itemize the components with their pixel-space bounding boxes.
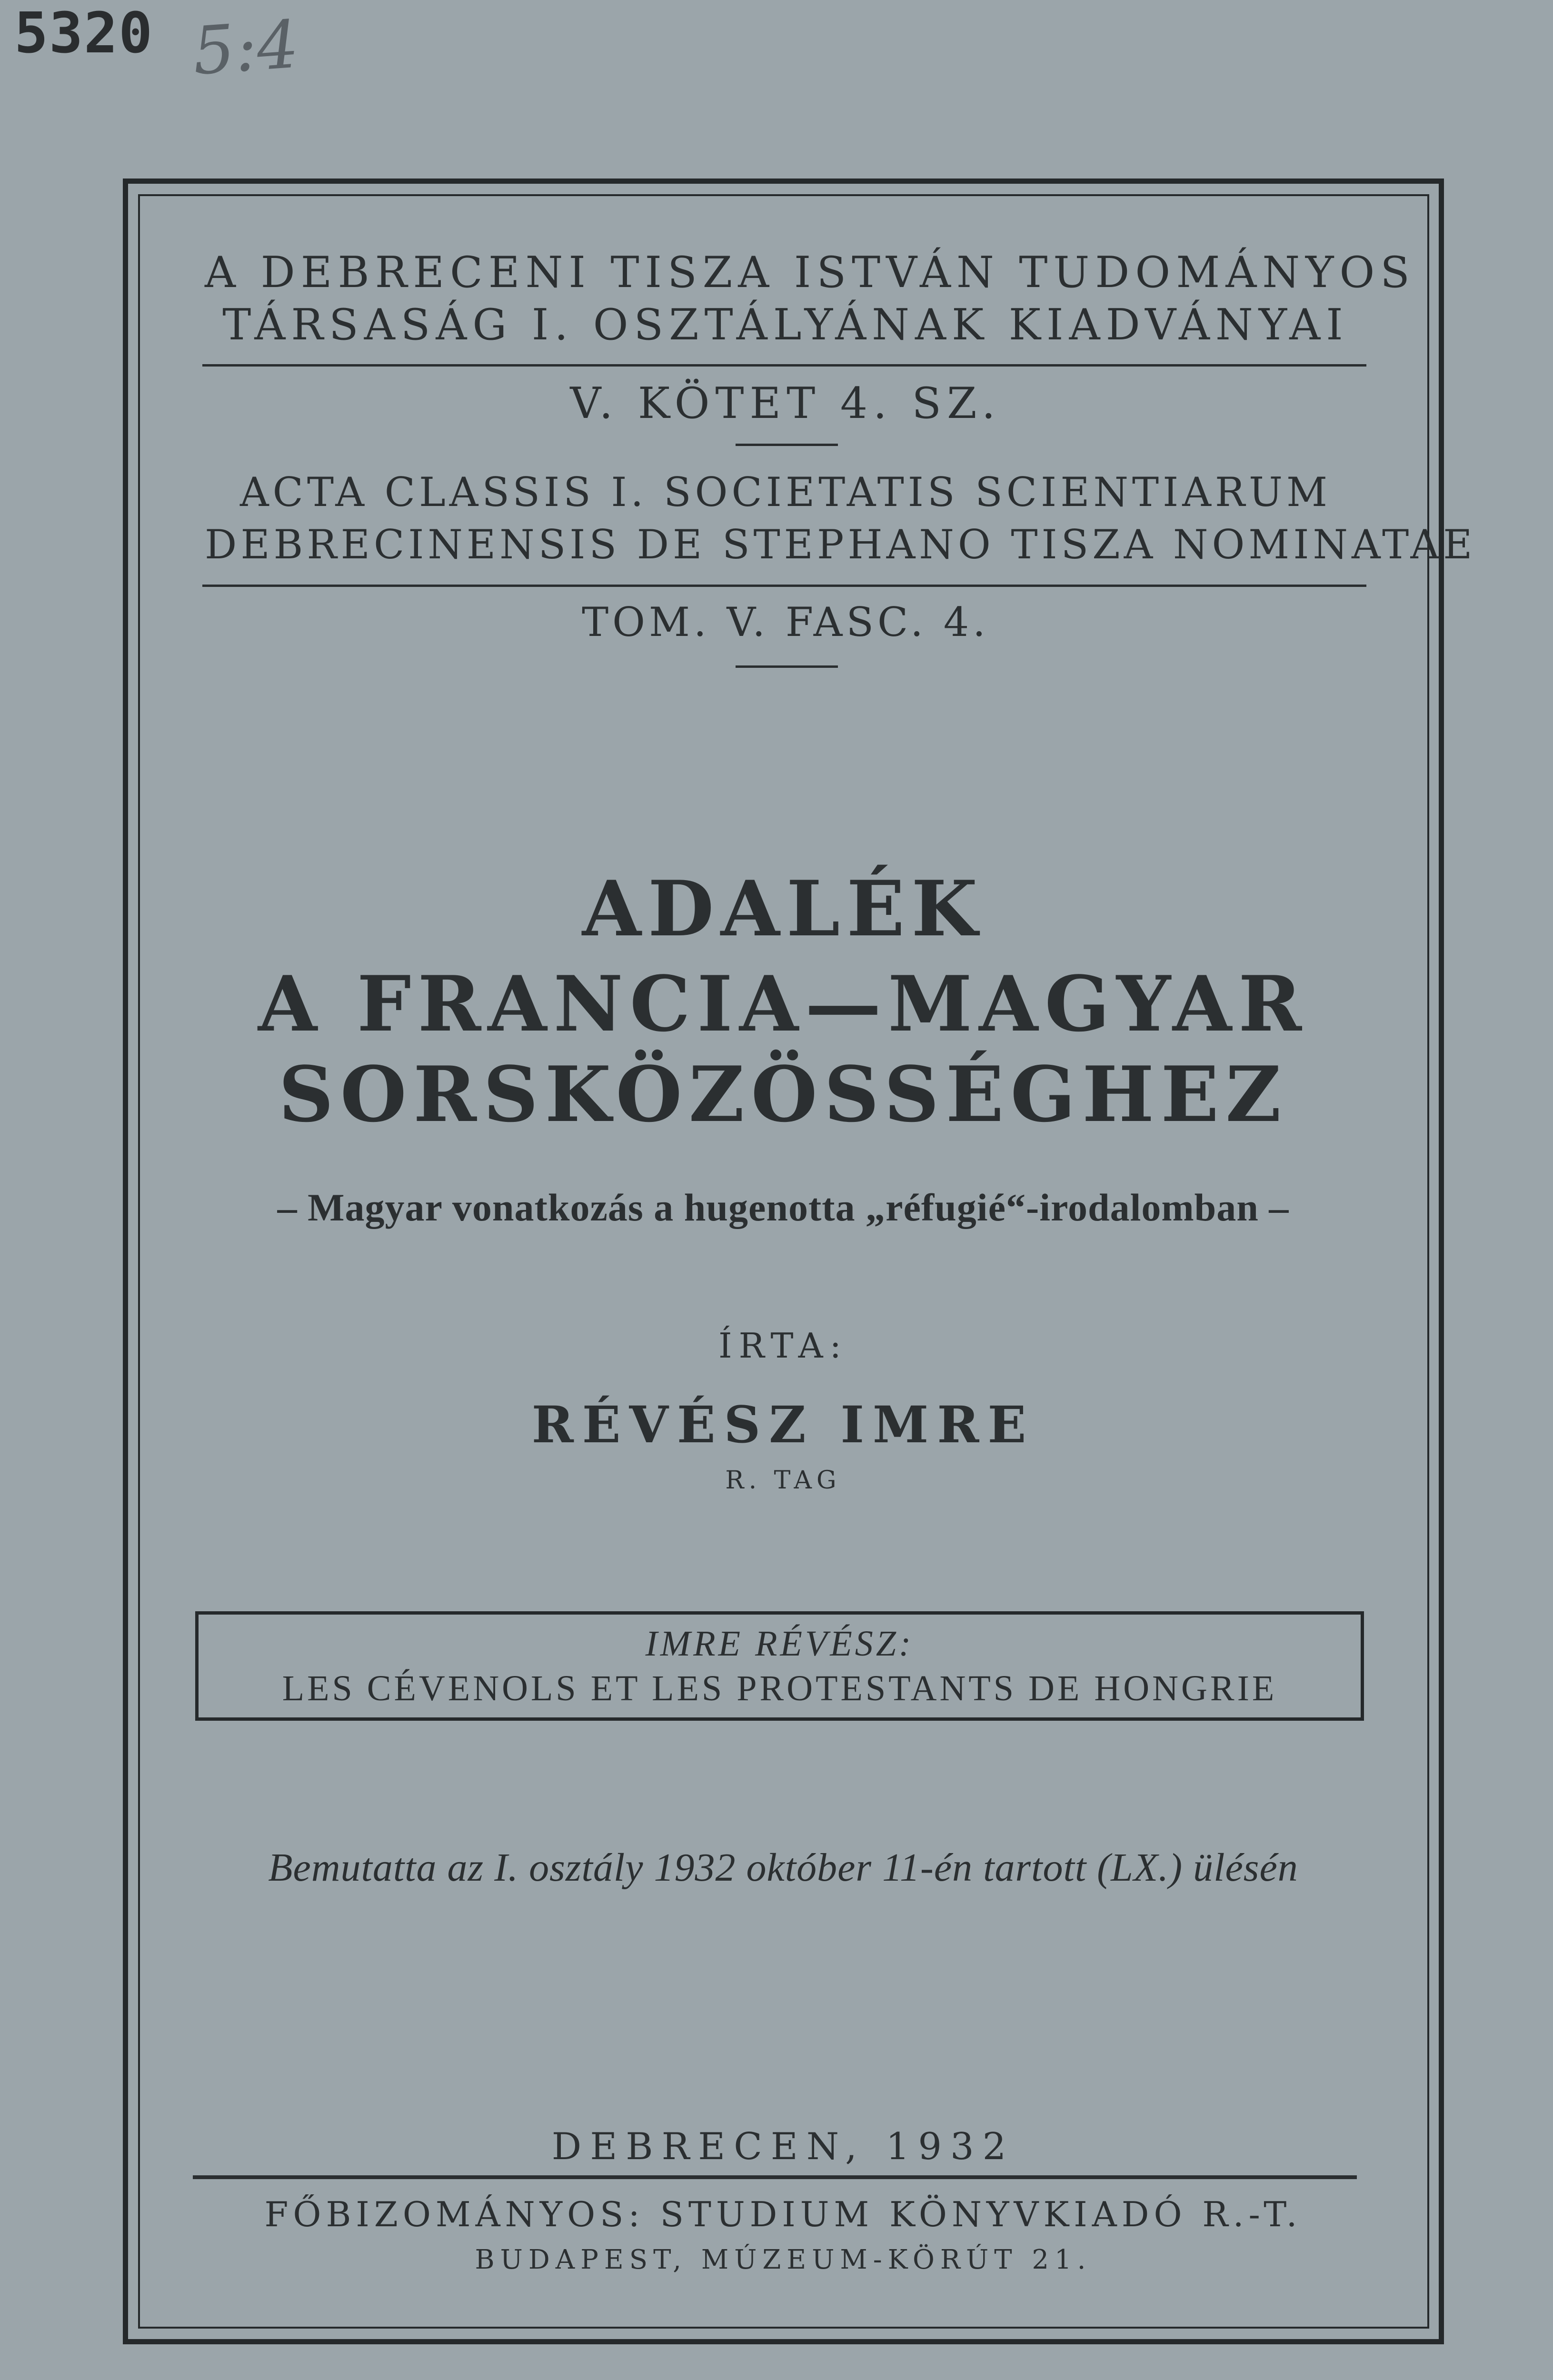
main-title-line-2: A FRANCIA—MAGYAR — [258, 959, 1309, 1049]
author-label: ÍRTA: — [718, 1326, 848, 1366]
latin-series-line-1: ACTA CLASSIS I. SOCIETATIS SCIENTIARUM — [240, 469, 1331, 516]
short-ornament-rule — [736, 665, 838, 668]
french-author: IMRE RÉVÉSZ: — [645, 1624, 914, 1664]
imprint-publisher: FŐBIZOMÁNYOS: STUDIUM KÖNYVKIADÓ R.-T. — [264, 2194, 1302, 2234]
main-title-line-1: ADALÉK — [582, 864, 985, 953]
divider-rule — [202, 364, 1366, 367]
latin-series-line-2: DEBRECINENSIS DE STEPHANO TISZA NOMINATAE — [205, 521, 1476, 568]
catalog-stamp-number: 5320 — [14, 0, 154, 66]
author-name: RÉVÉSZ IMRE — [531, 1395, 1035, 1454]
series-volume: V. KÖTET 4. SZ. — [570, 378, 1001, 428]
imprint-address: BUDAPEST, MÚZEUM-KÖRÚT 21. — [475, 2244, 1092, 2275]
author-role: R. TAG — [725, 1466, 841, 1495]
latin-series-volume: TOM. V. FASC. 4. — [582, 599, 989, 645]
french-title-box — [195, 1611, 1364, 1721]
imprint-place-year: DEBRECEN, 1932 — [551, 2125, 1015, 2168]
series-title-line-2: TÁRSASÁG I. OSZTÁLYÁNAK KIADVÁNYAI — [222, 300, 1349, 350]
divider-rule — [202, 585, 1366, 587]
imprint-divider-rule — [193, 2175, 1357, 2179]
french-title: LES CÉVENOLS ET LES PROTESTANTS DE HONGRIE — [282, 1668, 1277, 1708]
handwritten-shelf-mark: 5:4 — [190, 6, 301, 90]
short-ornament-rule — [736, 444, 838, 446]
main-title-line-3: SORSKÖZÖSSÉGHEZ — [279, 1050, 1288, 1139]
subtitle: – Magyar vonatkozás a hugenotta „réfugié“-irodalomban – — [277, 1186, 1289, 1229]
series-title-line-1: A DEBRECENI TISZA ISTVÁN TUDOMÁNYOS — [205, 248, 1415, 298]
presentation-note: Bemutatta az I. osztály 1932 október 11-én tartott (LX.) ülésén — [268, 1845, 1298, 1890]
